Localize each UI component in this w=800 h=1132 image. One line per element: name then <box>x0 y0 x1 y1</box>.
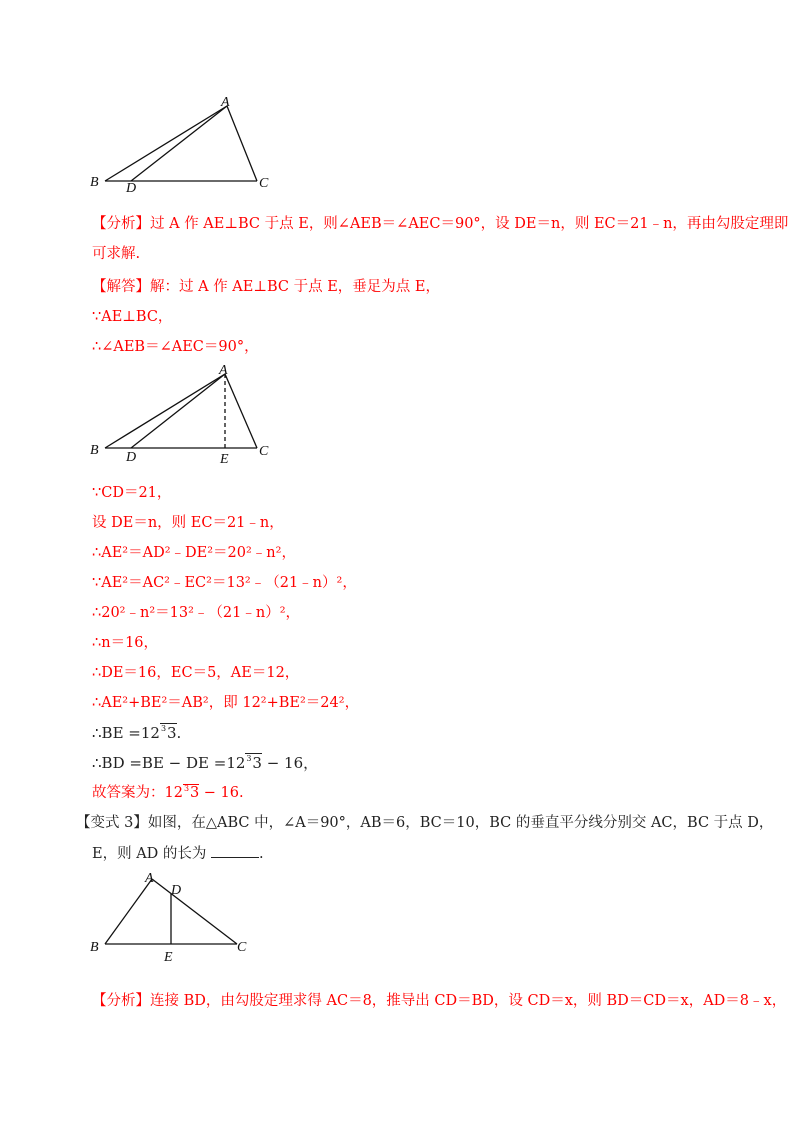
label-a: A <box>219 363 228 378</box>
figure-triangle-abcd <box>85 92 285 202</box>
label-e: E <box>220 452 229 467</box>
step-6: ∴n＝16， <box>92 635 159 651</box>
answer-blank[interactable] <box>211 843 259 858</box>
step-8: ∴AE²+BE²＝AB²，即 12²+BE²＝24²， <box>92 695 360 711</box>
label-a: A <box>145 871 154 886</box>
answer-line: 故答案为：12 3 3 − 16. <box>92 784 244 801</box>
step-5: ∴20²﹣n²＝13²﹣（21﹣n）²， <box>92 605 301 621</box>
label-b: B <box>90 175 99 190</box>
cube-root: 3 3 <box>246 754 262 772</box>
label-c: C <box>259 444 269 459</box>
label-d: D <box>171 883 182 898</box>
solution-step-2: ∴∠AEB＝∠AEC＝90°， <box>92 339 259 355</box>
cube-root: 3 3 <box>160 724 177 742</box>
step-4: ∵AE²＝AC²﹣EC²＝13²﹣（21﹣n）²， <box>92 575 357 591</box>
label-d: D <box>126 450 137 465</box>
label-c: C <box>259 176 269 191</box>
label-a: A <box>221 95 230 110</box>
label-b: B <box>90 443 99 458</box>
variant3-line-2: E，则 AD 的长为 . <box>92 843 264 864</box>
solution-intro: 【解答】解：过 A 作 AE⊥BC 于点 E，垂足为点 E， <box>92 279 441 295</box>
analysis-line-2: 可求解. <box>92 246 141 262</box>
label-d: D <box>126 181 137 196</box>
bd-result: ∴BD =BE − DE =12 3 3 − 16， <box>92 754 319 772</box>
figure-right-triangle-bisector <box>85 866 265 966</box>
cube-root: 3 3 <box>183 784 200 801</box>
solution-step-1: ∵AE⊥BC， <box>92 309 173 325</box>
step-3: ∴AE²＝AD²﹣DE²＝20²﹣n²， <box>92 545 296 561</box>
analysis3-line-1: 【分析】连接 BD，由勾股定理求得 AC＝8，推导出 CD＝BD，设 CD＝x，则 BD＝CD＝x，AD＝8﹣x， <box>92 993 787 1009</box>
label-e: E <box>164 950 173 965</box>
step-2: 设 DE＝n，则 EC＝21﹣n， <box>92 515 284 531</box>
variant3-line-1: 【变式 3】如图，在△ABC 中，∠A＝90°，AB＝6，BC＝10，BC 的垂直平分线分别交 AC，BC 于点 D， <box>76 815 774 831</box>
step-7: ∴DE＝16，EC＝5，AE＝12， <box>92 665 300 681</box>
label-b: B <box>90 940 99 955</box>
be-result: ∴BE =12 3 3. <box>92 724 182 742</box>
step-1: ∵CD＝21， <box>92 485 172 501</box>
analysis-line-1: 【分析】过 A 作 AE⊥BC 于点 E，则∠AEB＝∠AEC＝90°，设 DE＝n，则 EC＝21﹣n，再由勾股定理即 <box>92 216 789 232</box>
figure-triangle-with-altitude <box>85 360 285 470</box>
label-c: C <box>237 940 247 955</box>
